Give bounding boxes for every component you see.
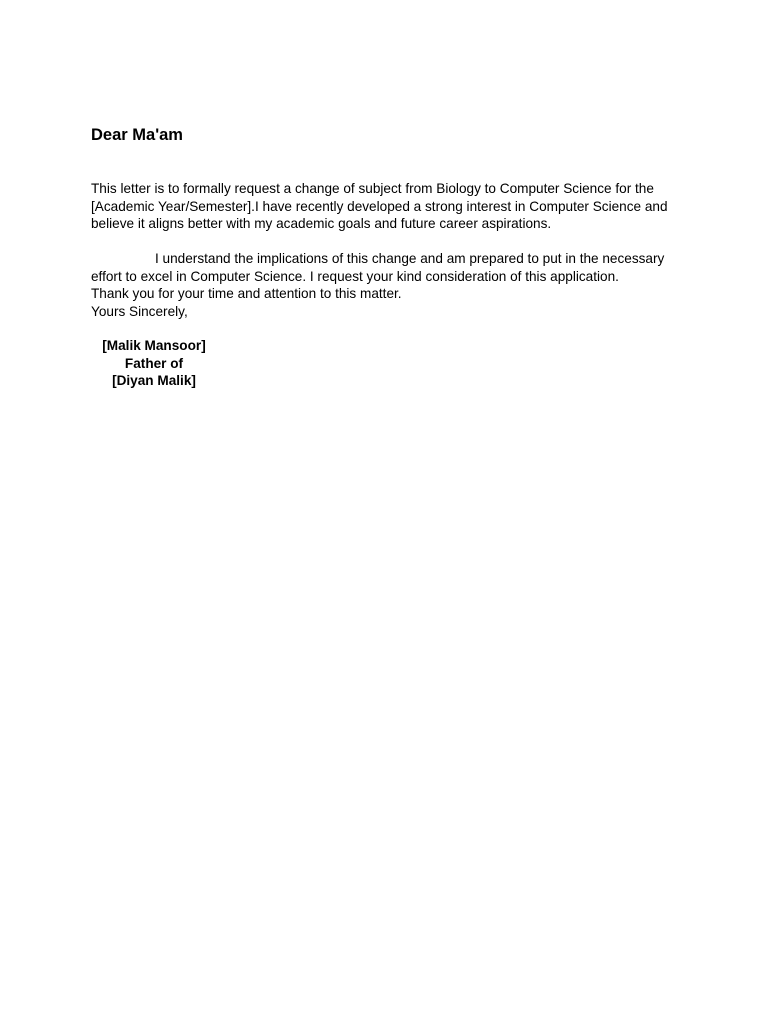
- paragraph-line: Thank you for your time and attention to this matter.: [91, 286, 402, 302]
- paragraph-request: [91, 180, 691, 233]
- paragraph-line: effort to excel in Computer Science. I request your kind consideration of this application.: [91, 268, 619, 284]
- closing-phrase: Yours Sincerely,: [91, 304, 188, 320]
- paragraph-line: believe it aligns better with my academic goals and future career aspirations.: [91, 216, 552, 232]
- signer-relation: Father of: [124, 355, 184, 371]
- paragraph-line: [Academic Year/Semester].I have recently developed a strong interest in Computer Science and: [91, 198, 668, 214]
- paragraph-line-text: I understand the implications of this change and am prepared to put in the necessary: [155, 251, 665, 266]
- paragraph-line: This letter is to formally request a change of subject from Biology to Computer Science for the: [91, 181, 654, 196]
- salutation: Dear Ma'am: [91, 126, 183, 144]
- student-name: [Diyan Malik]: [112, 373, 196, 389]
- paragraph-closing: [91, 250, 691, 321]
- paragraph-line-indented: [91, 250, 691, 268]
- signature-block: [91, 337, 217, 390]
- signer-name: [Malik Mansoor]: [102, 338, 206, 353]
